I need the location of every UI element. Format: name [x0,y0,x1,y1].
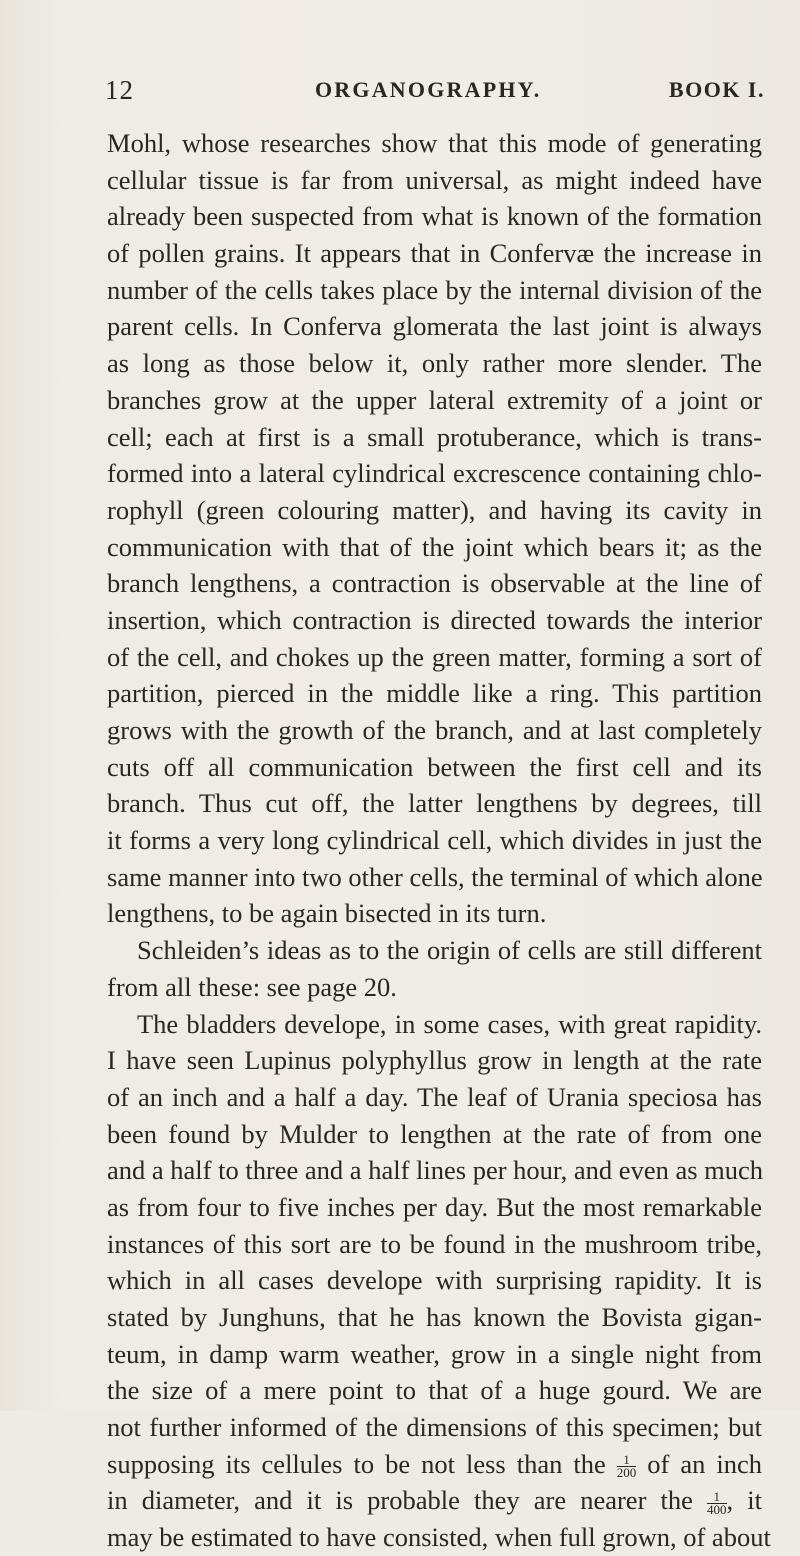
text-line: as from four to five inches per day. But the most remarkable [107,1191,762,1222]
text-line: teum, in damp warm weather, grow in a single night from [107,1338,762,1369]
running-head [105,75,765,109]
text-line: cell; each at first is a small protuberance, which is trans- [107,421,762,452]
text-line: parent cells. In Conferva glomerata the last joint is always [107,311,762,342]
text-line: Schleiden’s ideas as to the origin of cells are still different [137,935,762,966]
text-line: branch lengthens, a contraction is observable at the line of [107,568,762,599]
text-line: already been suspected from what is known of the formation [107,201,762,232]
text-line: as long as those below it, only rather more slender. The [107,348,762,379]
text-line: which in all cases develope with surprising rapidity. It is [107,1265,762,1296]
text-line: formed into a lateral cylindrical excrescence containing chlo- [107,458,762,489]
fraction [617,1454,637,1479]
text-line: from all these: see page 20. [107,971,397,1002]
text-line: branch. Thus cut off, the latter lengthens by degrees, till [107,788,762,819]
text-line: Mohl, whose researches show that this mode of generating [107,128,762,158]
text-line: partition, pierced in the middle like a ring. This partition [107,678,762,709]
text-line: insertion, which contraction is directed towards the interior [107,604,762,635]
fraction [707,1488,727,1517]
text-line: and a half to three and a half lines per hour, and even as much [107,1155,764,1186]
text-segment: in diameter, and it is probable they are nearer the [107,1485,693,1516]
text-line: stated by Junghuns, that he has known the Bovista gigan- [107,1302,762,1332]
text-line: of an inch and a half a day. The leaf of Urania speciosa has [107,1081,762,1112]
text-line: instances of this sort are to be found in the mushroom tribe, [107,1228,762,1259]
text-line-with-fraction [107,1482,762,1519]
text-line: number of the cells takes place by the internal division of the [107,274,762,305]
fraction-numerator: 1 [617,1454,637,1467]
text-line: The bladders develope, in some cases, with great rapidity. [137,1008,762,1039]
text-line: cellular tissue is far from universal, as might indeed have [107,164,762,195]
text-line: branches grow at the upper lateral extremity of a joint or [107,384,762,415]
text-segment: , it [726,1485,763,1516]
text-line: of pollen grains. It appears that in Confervæ the increase in [107,238,762,269]
body-text [107,125,771,1556]
text-line: I have seen Lupinus polyphyllus grow in length at the rate [107,1045,762,1076]
text-line: grows with the growth of the branch, and at last completely [107,715,762,745]
text-line: rophyll (green colouring matter), and having its cavity in [107,494,762,525]
text-line: of the cell, and chokes up the green matter, forming a sort of [107,641,762,672]
text-line: may be estimated to have consisted, when full grown, of about [107,1522,771,1553]
text-line: lengthens, to be again bisected in its turn. [107,898,547,929]
fraction-numerator: 1 [707,1491,727,1504]
text-line: same manner into two other cells, the terminal of which alone [107,861,763,892]
text-segment: of an inch [647,1448,763,1479]
text-line: the size of a mere point to that of a huge gourd. We are [107,1375,762,1406]
text-line: been found by Mulder to lengthen at the rate of from one [107,1118,762,1149]
book-label: BOOK I. [668,77,765,102]
text-line-with-fraction [107,1446,762,1483]
text-segment: supposing its cellules to be not less than the [107,1448,606,1479]
page-number: 12 [105,75,134,105]
fraction-denominator: 400 [707,1501,727,1517]
text-line: communication with that of the joint which bears it; as the [107,531,762,562]
fraction-denominator: 200 [616,1465,637,1481]
text-line: cuts off all communication between the first cell and its [107,751,762,782]
text-line: not further informed of the dimensions of this specimen; but [107,1412,762,1443]
running-title: ORGANOGRAPHY. [315,77,542,102]
text-line: it forms a very long cylindrical cell, which divides in just the [107,825,762,856]
